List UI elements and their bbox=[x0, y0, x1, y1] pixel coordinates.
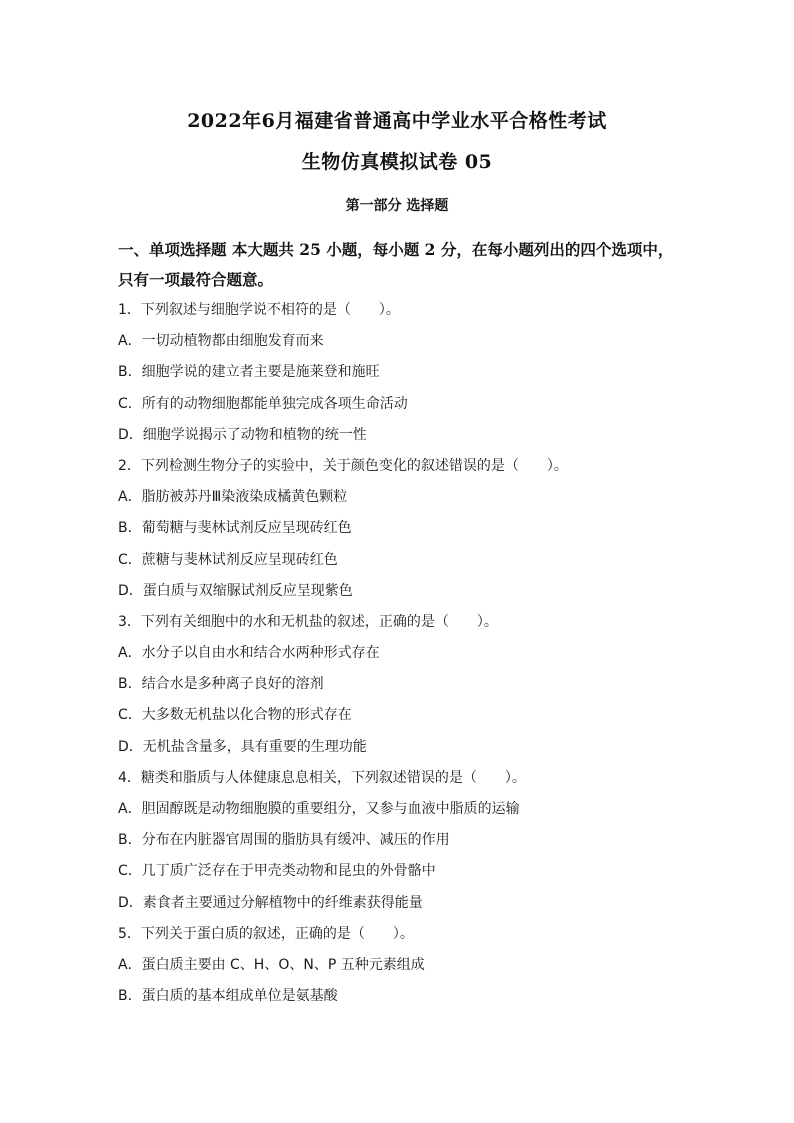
question-option: C．几丁质广泛存在于甲壳类动物和昆虫的外骨骼中 bbox=[118, 863, 436, 880]
question-option: A．水分子以自由水和结合水两种形式存在 bbox=[118, 645, 380, 662]
part-heading: 第一部分 选择题 bbox=[345, 198, 449, 214]
question-option: B．蛋白质的基本组成单位是氨基酸 bbox=[118, 988, 338, 1005]
question-stem: 3．下列有关细胞中的水和无机盐的叙述，正确的是（ ）。 bbox=[118, 613, 498, 630]
question-stem: 2．下列检测生物分子的实验中，关于颜色变化的叙述错误的是（ ）。 bbox=[118, 457, 568, 474]
question-stem: 1．下列叙述与细胞学说不相符的是（ ）。 bbox=[118, 302, 400, 318]
question-option: B．葡萄糖与斐林试剂反应呈现砖红色 bbox=[118, 520, 352, 537]
question-option: A．脂肪被苏丹Ⅲ染液染成橘黄色颗粒 bbox=[118, 489, 348, 506]
question-list bbox=[118, 299, 718, 1016]
question-option: D．素食者主要通过分解植物中的纤维素获得能量 bbox=[118, 894, 423, 911]
question-option: A．胆固醇既是动物细胞膜的重要组分，又参与血液中脂质的运输 bbox=[118, 801, 520, 817]
question-option: C．蔗糖与斐林试剂反应呈现砖红色 bbox=[118, 551, 338, 568]
question-option: C．所有的动物细胞都能单独完成各项生命活动 bbox=[118, 395, 408, 412]
section-instruction-line2: 只有一项最符合题意。 bbox=[118, 270, 274, 289]
question-option: B．细胞学说的建立者主要是施莱登和施旺 bbox=[118, 364, 380, 381]
question-option: B．分布在内脏器官周围的脂肪具有缓冲、减压的作用 bbox=[118, 832, 450, 849]
question-option: D．无机盐含量多，具有重要的生理功能 bbox=[118, 738, 367, 755]
question-option: C．大多数无机盐以化合物的形式存在 bbox=[118, 707, 352, 724]
question-option: D．细胞学说揭示了动物和植物的统一性 bbox=[118, 426, 367, 443]
question-option: D．蛋白质与双缩脲试剂反应呈现紫色 bbox=[118, 582, 353, 599]
exam-title: 2022年6月福建省普通高中学业水平合格性考试 bbox=[187, 110, 607, 132]
question-stem: 5．下列关于蛋白质的叙述，正确的是（ ）。 bbox=[118, 925, 414, 942]
question-option: B．结合水是多种离子良好的溶剂 bbox=[118, 676, 324, 693]
exam-subtitle: 生物仿真模拟试卷 05 bbox=[301, 151, 493, 173]
section-instruction-line1: 一、单项选择题 本大题共 25 小题，每小题 2 分，在每小题列出的四个选项中， bbox=[118, 240, 674, 259]
question-option: A．蛋白质主要由 C、H、O、N、P 五种元素组成 bbox=[118, 956, 425, 973]
question-option: A．一切动植物都由细胞发育而来 bbox=[118, 333, 324, 350]
question-stem: 4．糖类和脂质与人体健康息息相关，下列叙述错误的是（ ）。 bbox=[118, 769, 526, 786]
